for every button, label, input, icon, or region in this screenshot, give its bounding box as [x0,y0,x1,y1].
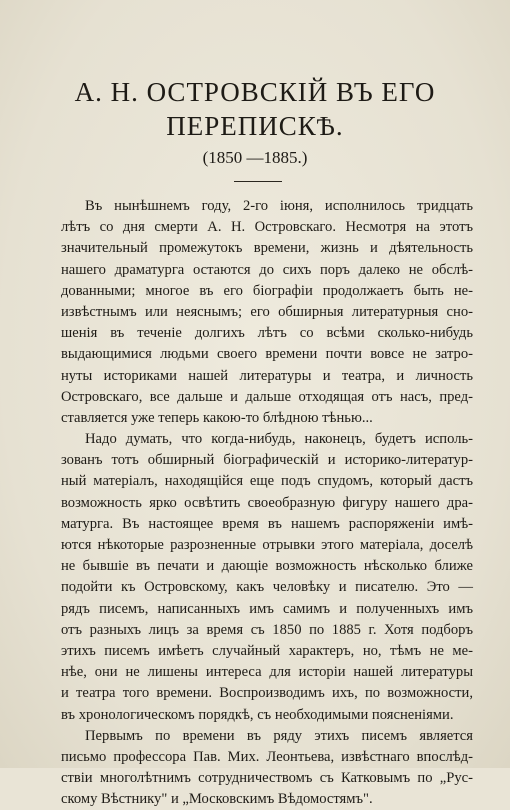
text-line: Первымъ по времени въ ряду этихъ писемъ является [85,727,473,744]
title-divider [234,181,282,182]
text-line: Островскаго, все дальше и дальше отходящая отъ насъ, пред- [61,388,473,405]
text-line: нашего драматурга остаются до сихъ поръ далеко не обслѣ- [61,261,473,278]
paragraph [61,429,473,726]
text-line: значительный промежутокъ времени, жизнь и дѣятельность [61,240,473,257]
text-line: ствіи многолѣтнимъ сотрудничествомъ съ Катковымъ по „Рус- [61,770,473,787]
text-line: шенія въ теченіе долгихъ лѣтъ со всѣми сколько-нибудь [61,325,473,342]
article-body [61,196,473,810]
text-line: зованъ тотъ обширный біографическій и историко-литератур- [61,452,473,469]
text-line: выдающимися людьми своего времени почти вовсе не затро- [61,346,473,363]
text-line: ный матеріалъ, находящійся еще подъ спудомъ, который дастъ [61,473,473,490]
text-line: Въ нынѣшнемъ году, 2-го іюня, исполнилось тридцать [85,198,473,214]
text-line: нѣе, они не лишены интереса для исторіи нашей литературы [61,664,473,681]
text-line: Надо думать, что когда-нибудь, наконецъ, будетъ исполь- [85,431,473,448]
text-line: отъ разныхъ лицъ за время съ 1850 по 1885 г. Хотя подборъ [61,621,473,638]
text-line: матурга. Въ настоящее время въ нашемъ распоряженіи имѣ- [61,515,473,532]
text-line: письмо профессора Пав. Мих. Леонтьева, извѣстнаго впослѣд- [61,748,473,765]
text-line: возможность ярко освѣтить своеобразную фигуру нашего дра- [61,494,473,511]
text-line: не бывшіе въ печати и дающіе возможность нѣсколько ближе [61,558,473,575]
text-line: скому Вѣстнику" и „Московскимъ Вѣдомостямъ". [61,791,373,808]
article-title-line-2: ПЕРЕПИСКѢ. [166,111,344,141]
text-line: рядъ писемъ, написанныхъ имъ самимъ и полученныхъ имъ [61,600,473,617]
text-line: извѣстнымъ или неяснымъ; его обширныя литературныя сно- [61,303,473,320]
article-title-line-1: А. Н. ОСТРОВСКІЙ ВЪ ЕГО [74,77,436,107]
text-line: ставляется уже теперь какою-то блѣдною тѣнью... [61,409,373,426]
text-line: этихъ писемъ имѣетъ случайный характеръ, но, тѣмъ не ме- [61,642,473,659]
text-line: въ хронологическомъ порядкѣ, съ необходимыми поясненіями. [61,706,454,723]
text-line: и театра того времени. Воспроизводимъ ихъ, по возможности, [61,685,473,702]
text-line: дованными; многое въ его біографіи продолжаетъ быть не- [61,282,473,299]
text-line: нуты историками нашей литературы и театра, и личность [61,367,473,384]
article-years: (1850 —1885.) [202,148,308,167]
text-line: лѣтъ со дня смерти А. Н. Островскаго. Несмотря на этотъ [61,219,473,236]
text-line: подойти къ Островскому, какъ человѣку и писателю. Это — [61,579,473,596]
paragraph [61,196,473,429]
text-line: ются нѣкоторые разрозненные отрывки этого матеріала, доселѣ [61,537,473,553]
